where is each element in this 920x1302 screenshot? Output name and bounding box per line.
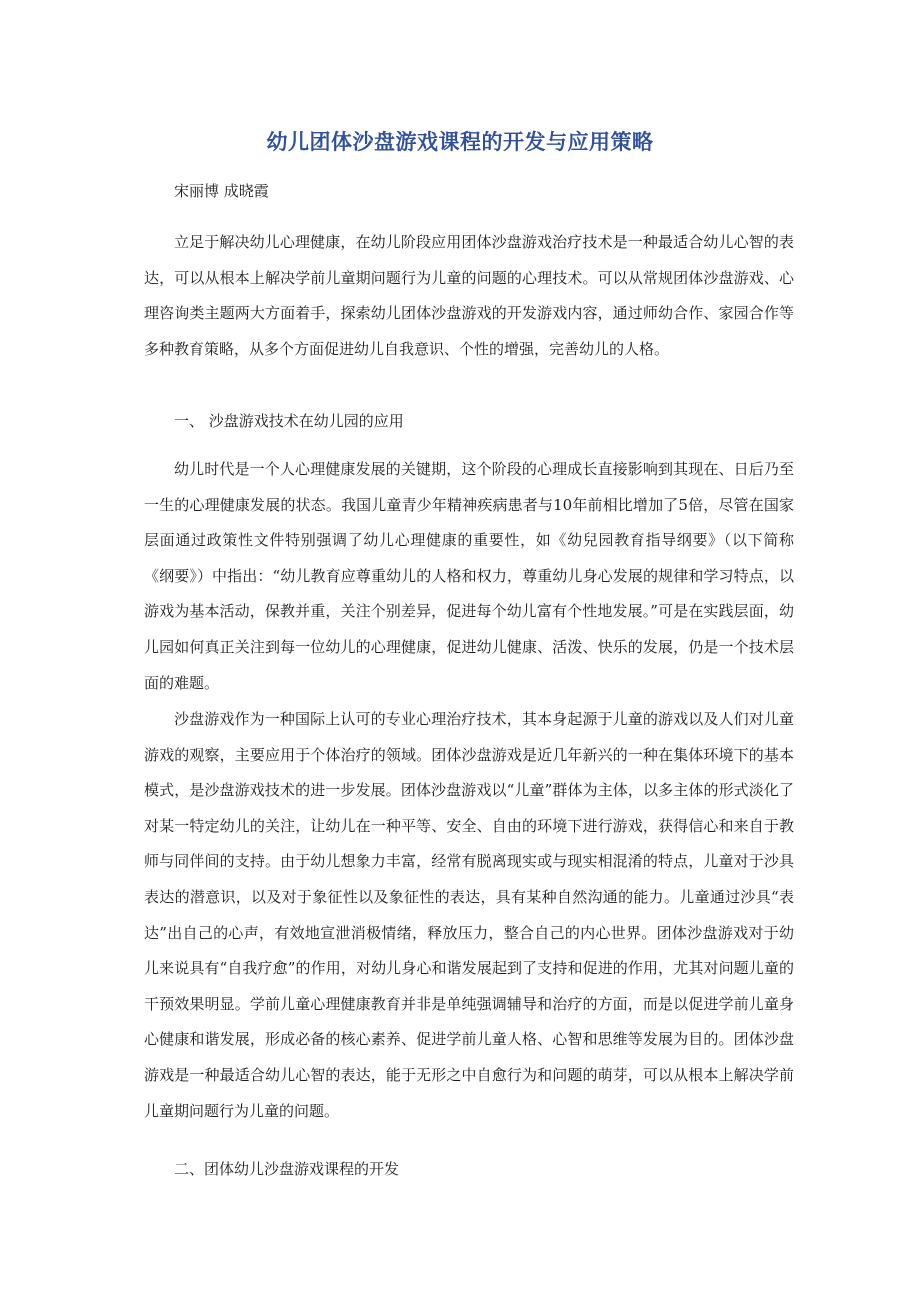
document-title: 幼儿团体沙盘游戏课程的开发与应用策略 xyxy=(266,130,654,154)
section-heading-1: 一、 沙盘游戏技术在幼儿园的应用 xyxy=(174,412,404,430)
body-paragraph-1: 幼儿时代是一个人心理健康发展的关键期，这个阶段的心理成长直接影响到其现在、日后乃至一生的心理健康发展的状态。我国儿童青少年精神疾病患者与10年前相比增加了5倍，尽管在国家层面通过政策性文件特别强调了幼儿心理健康的重要性，如《幼兒园教育指导纲要》（以下简称《纲要》）中指出：“幼儿教育应尊重幼儿的人格和权力，尊重幼儿身心发展的规律和学习特点，以游戏为基本活动，保教并重，关注个别差异，促进每个幼儿富有个性地发展。”可是在实践层面，幼儿园如何真正关注到每一位幼儿的心理健康，促进幼儿健康、活泼、快乐的发展，仍是一个技术层面的难题。 xyxy=(144,460,794,692)
section-heading-2: 二、团体幼儿沙盘游戏课程的开发 xyxy=(174,1160,400,1178)
body-paragraph-2: 沙盘游戏作为一种国际上认可的专业心理治疗技术，其本身起源于儿童的游戏以及人们对儿童游戏的观察，主要应用于个体治疗的领域。团体沙盘游戏是近几年新兴的一种在集体环境下的基本模式，是沙盘游戏技术的进一步发展。团体沙盘游戏以“儿童”群体为主体，以多主体的形式淡化了对某一特定幼儿的关注，让幼儿在一种平等、安全、自由的环境下进行游戏，获得信心和来自于教师与同伴间的支持。由于幼儿想象力丰富，经常有脱离现实或与现实相混淆的特点，儿童对于沙具表达的潜意识，以及对于象征性以及象征性的表达，具有某种自然沟通的能力。儿童通过沙具“表达”出自己的心声，有效地宣泄消极情绪，释放压力，整合自己的内心世界。团体沙盘游戏对于幼儿来说具有“自我疗愈”的作用，对幼儿身心和谐发展起到了支持和促进的作用，尤其对问题儿童的干预效果明显。学前儿童心理健康教育并非是单纯强调辅导和治疗的方面，而是以促进学前儿童身心健康和谐发展，形成必备的核心素养、促进学前儿童人格、心智和思维等发展为目的。团体沙盘游戏是一种最适合幼儿心智的表达，能于无形之中自愈行为和问题的萌芽，可以从根本上解决学前儿童期问题行为儿童的问题。 xyxy=(144,710,794,1120)
abstract-paragraph: 立足于解决幼儿心理健康，在幼儿阶段应用团体沙盘游戏治疗技术是一种最适合幼儿心智的表达，可以从根本上解决学前儿童期问题行为儿童的问题的心理技术。可以从常规团体沙盘游戏、心理咨询类主题两大方面着手，探索幼儿团体沙盘游戏的开发游戏内容，通过师幼合作、家园合作等多种教育策略，从多个方面促进幼儿自我意识、个性的增强，完善幼儿的人格。 xyxy=(144,233,794,358)
author-line: 宋丽博 成晓霞 xyxy=(174,182,269,200)
